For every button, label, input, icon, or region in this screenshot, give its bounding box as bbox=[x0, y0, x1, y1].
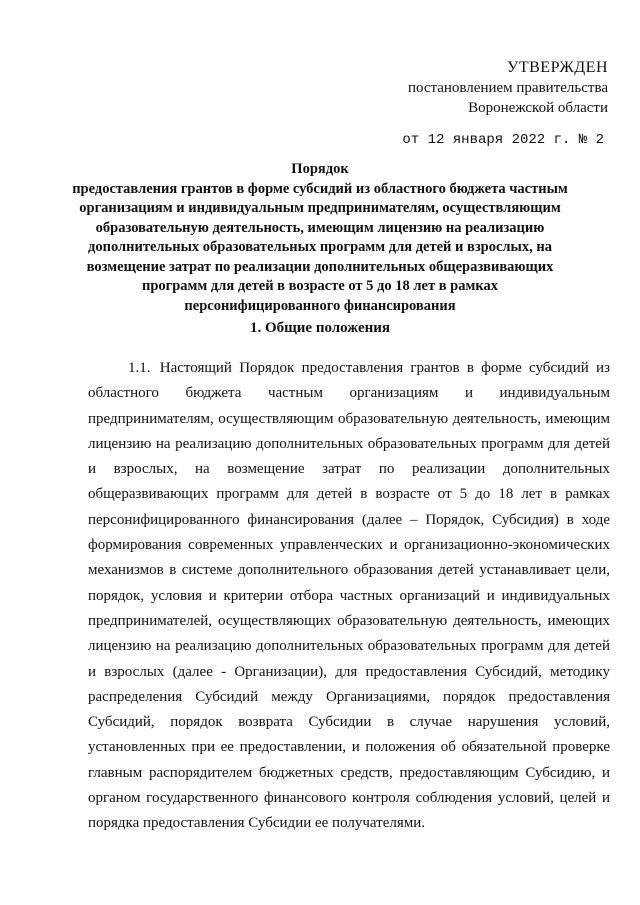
title-line: возмещение затрат по реализации дополнительных общеразвивающих bbox=[86, 258, 554, 275]
approval-line-2: Воронежской области bbox=[468, 100, 608, 116]
section-heading: 1. Общие положения bbox=[249, 320, 391, 336]
clause-number: 1.1. bbox=[128, 360, 151, 376]
paragraph-1-1 bbox=[88, 356, 610, 837]
title-heading: Порядок bbox=[291, 161, 349, 177]
approval-line-1: постановлением правительства bbox=[407, 80, 608, 96]
document-title bbox=[70, 160, 570, 316]
approval-stamp bbox=[402, 58, 608, 150]
approval-date: от 12 января 2022 г. № 2 bbox=[402, 132, 604, 148]
title-line: программ для детей в возрасте от 5 до 18 лет в рамках bbox=[141, 278, 498, 294]
title-line: персонифицированного финансирования bbox=[184, 297, 456, 314]
title-line: дополнительных образовательных программ для детей и взрослых, на bbox=[88, 239, 552, 255]
title-line: организациям и индивидуальным предпринимателям, осуществляющим bbox=[79, 200, 561, 216]
title-line: предоставления грантов в форме субсидий из областного бюджета частным bbox=[72, 180, 568, 197]
paragraph-text: Настоящий Порядок предоставления грантов в форме субсидий из областного бюджета частным организациям и индивидуальным предпринимателям, осуществляющим образовательную деятельность, имеющим лицензию на реализацию дополнительных образовательных программ для детей и взрослых, на возмещение затрат по реализации дополнительных общеразвивающих программ для детей в возрасте от 5 до 18 лет в рамках персонифицированного финансирования (далее – Порядок, Субсидия) в ходе формирования современных управленческих и организационно-экономических механизмов в системе дополнительного образования детей устанавливает цели, порядок, условия и критерии отбора частных организаций и индивидуальных предпринимателей, осуществляющих образовательную деятельность, имеющих лицензию на реализацию дополнительных образовательных программ для детей и взрослых (далее - Организации), для предоставления Субсидий, методику распределения Субсидий между Организациями, порядок предоставления Субсидий, порядок возврата Субсидии в случае нарушения условий, установленных при ее предоставлении, и положения об обязательной проверке главным распорядителем бюджетных средств, предоставляющим Субсидию, и органом государственного финансового контроля соблюдения условий, целей и порядка предоставления Субсидии ее получателями. bbox=[88, 360, 610, 832]
title-line: образовательную деятельность, имеющим лицензию на реализацию bbox=[95, 219, 545, 236]
approval-heading: УТВЕРЖДЕН bbox=[507, 59, 608, 76]
